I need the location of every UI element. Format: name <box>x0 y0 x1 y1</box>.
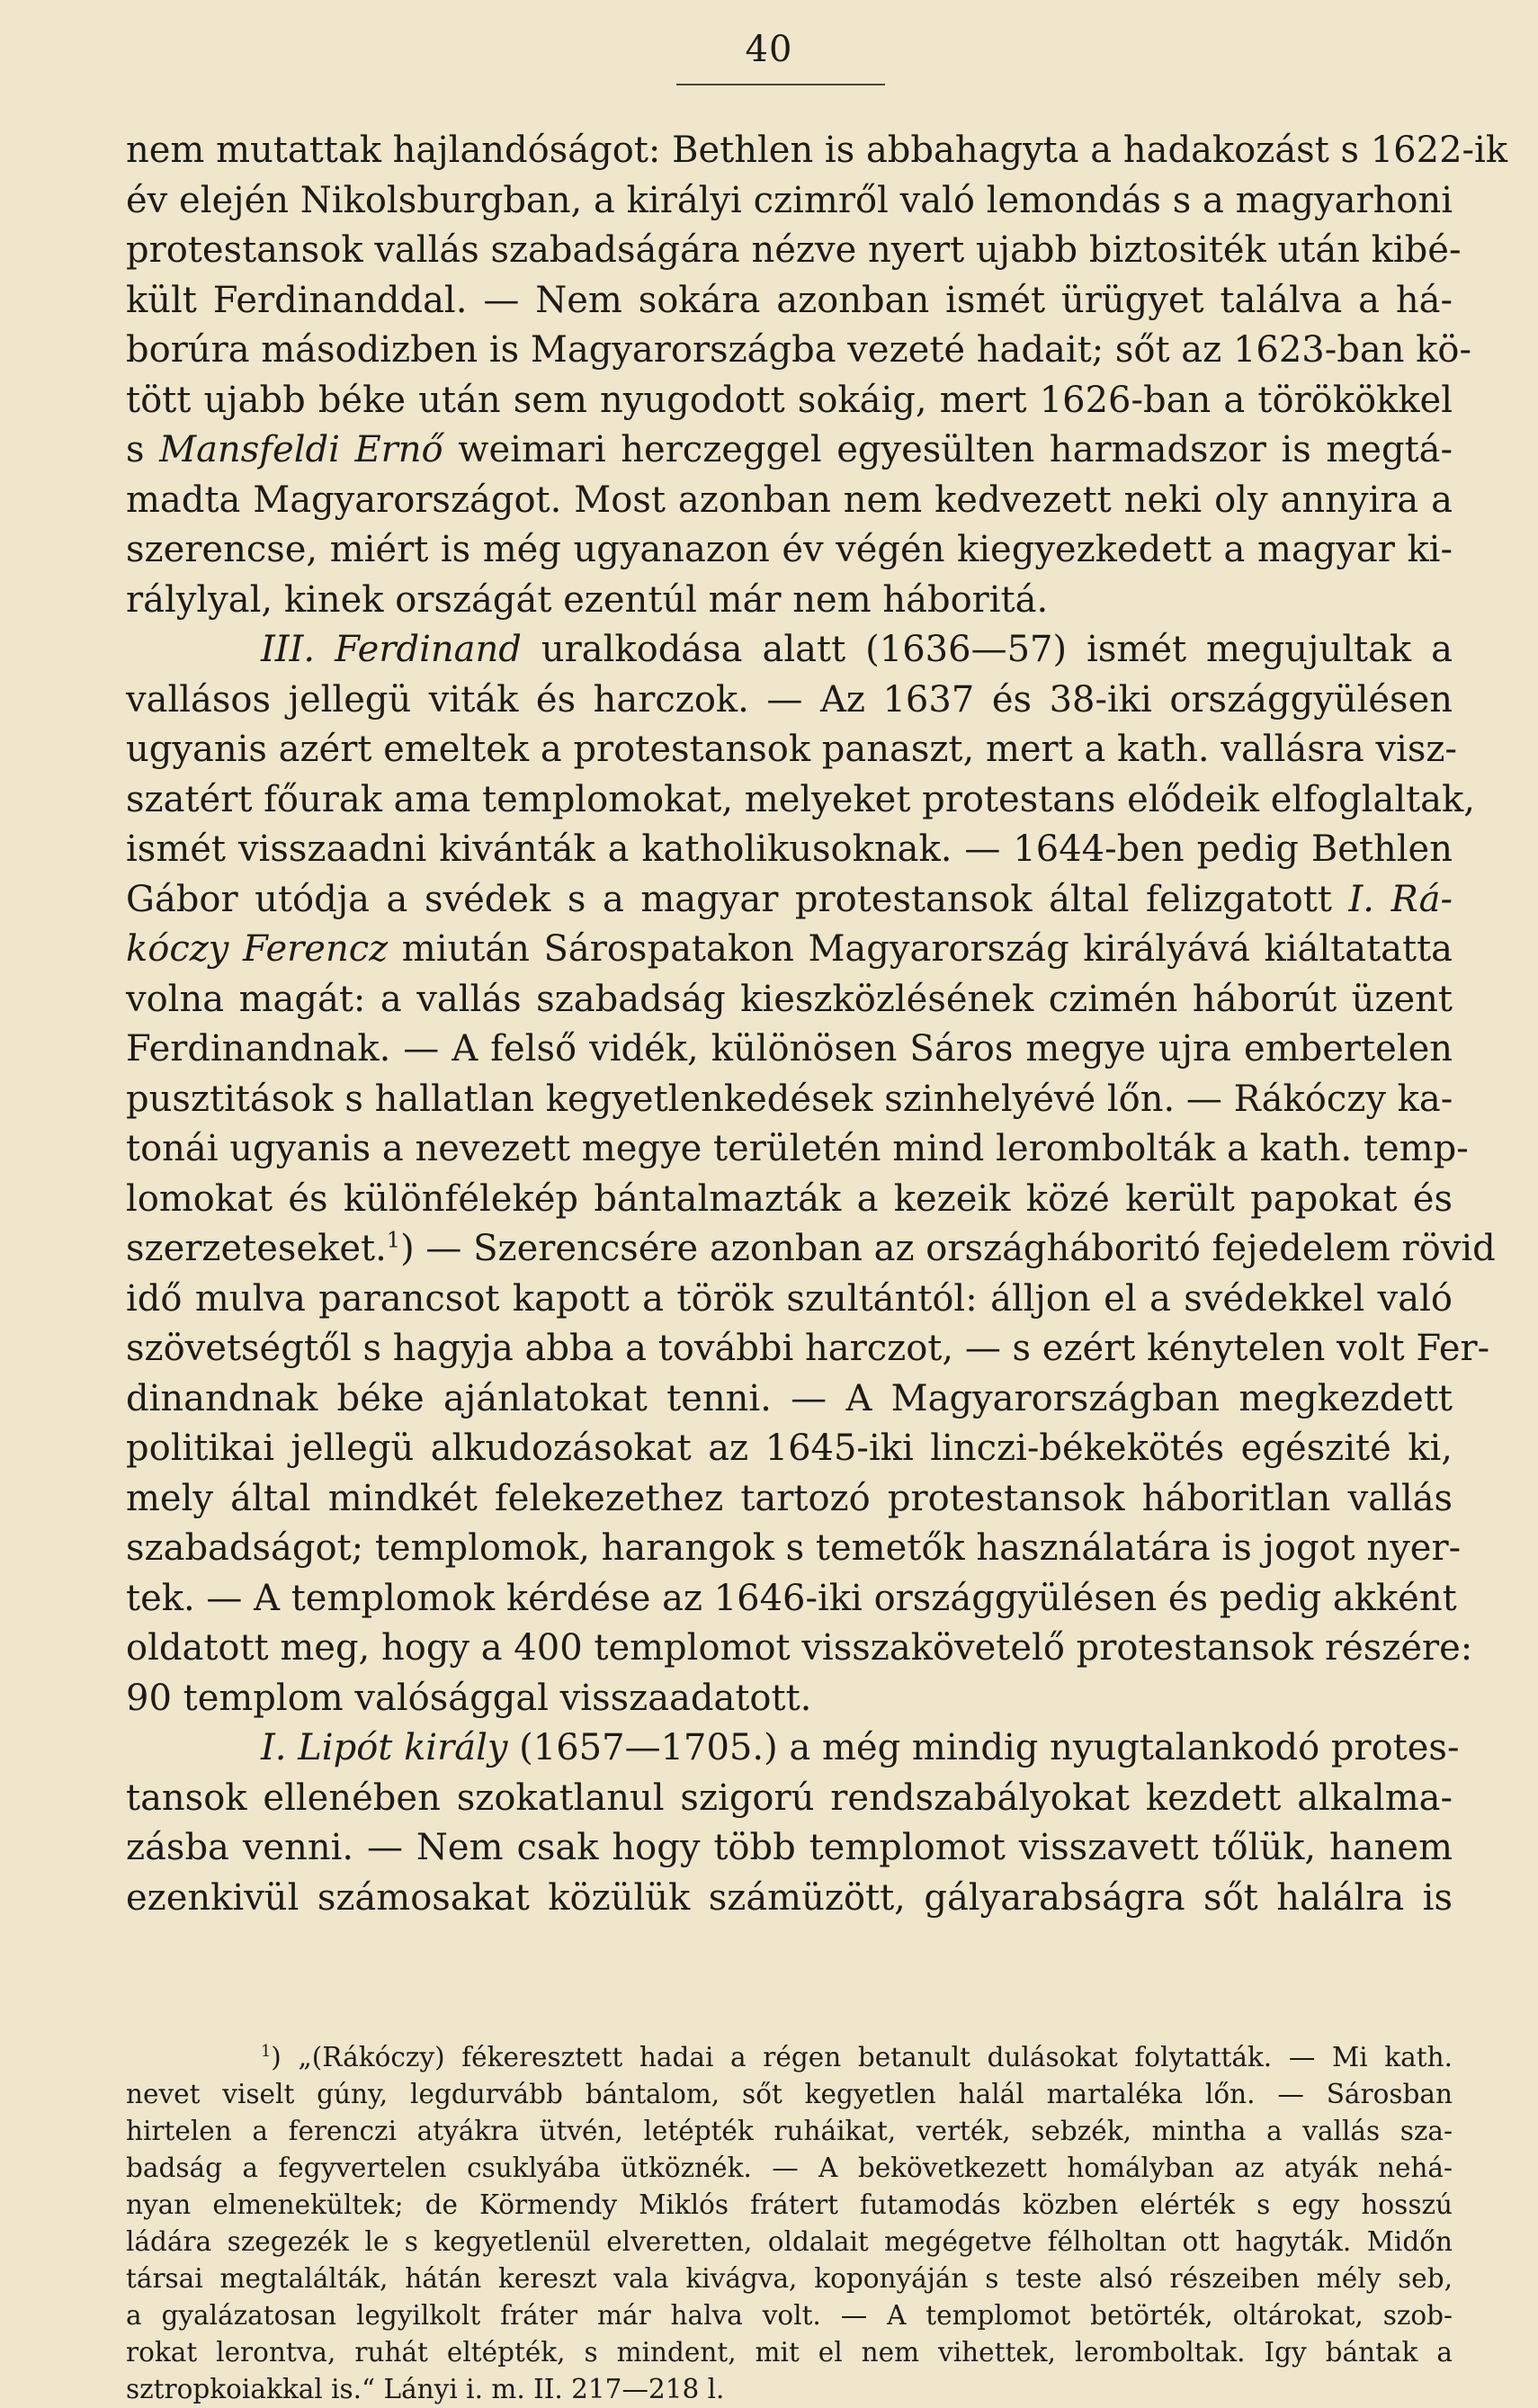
text-line: protestansok vallás szabadságára nézve nyert ujabb biztositék után kibé- <box>126 229 1462 271</box>
footnote-line: nyan elmenekültek; de Körmendy Miklós frátert futamodás közben elérték s egy hosszú <box>126 2189 1453 2220</box>
text-line: pusztitások s hallatlan kegyetlenkedések szinhelyévé lőn. — Rákóczy ka- <box>126 1078 1453 1120</box>
text-line: kült Ferdinanddal. — Nem sokára azonban ismét ürügyet találva a há- <box>126 279 1453 321</box>
footnote-line: badság a fegyvertelen csuklyába ütköznék. — A bekövetkezett homályban az atyák nehá- <box>126 2153 1453 2183</box>
text-line: szabadságot; templomok, harangok s temetők használatára is jogot nyer- <box>126 1527 1462 1569</box>
text-line: oldatott meg, hogy a 400 templomot visszakövetelő protestansok részére: <box>126 1627 1473 1669</box>
text-line: ugyanis azért emeltek a protestansok panaszt, mert a kath. vallásra visz- <box>126 729 1457 770</box>
text-line: ismét visszaadni kivánták a katholikusoknak. — 1644-ben pedig Bethlen <box>126 828 1453 870</box>
footnote-line: a gyalázatosan legyilkolt fráter már halva volt. — A templomot betörték, oltárokat, szob- <box>126 2300 1453 2331</box>
text-line: vallásos jellegü viták és harczok. — Az 1637 és 38-iki országgyülésen <box>126 678 1453 721</box>
text-line: idő mulva parancsot kapott a török szultántól: álljon el a svédekkel való <box>126 1277 1453 1320</box>
text-line: szerzeteseket.$^1$) — Szerencsére azonban az országháboritó fejedelem rövid <box>126 1227 1496 1269</box>
footnote-line: ládára szegezék le s kegyetlenül elveretten, oldalait megégetve félholtan ott hagyták. Midőn <box>126 2226 1453 2257</box>
text-line: kóczy Ferencz miután Sárospatakon Magyarország királyává kiáltatatta <box>126 928 1453 970</box>
text-line: szövetségtől s hagyja abba a további harczot, — s ezért kénytelen volt Fer- <box>126 1328 1490 1369</box>
text-line: nem mutattak hajlandóságot: Bethlen is abbahagyta a hadakozást s 1622-ik <box>126 130 1508 171</box>
text-line: zásba venni. — Nem csak hogy több templomot visszavett tőlük, hanem <box>126 1827 1453 1868</box>
text-line: mely által mindkét felekezethez tartozó protestansok háboritlan vallás <box>126 1477 1453 1519</box>
footnote-line: rokat lerontva, ruhát eltépték, s mindent, mit el nem vihettek, leromboltak. Igy bántak a <box>126 2337 1453 2368</box>
text-line: 90 templom valósággal visszaadatott. <box>126 1677 812 1719</box>
text-line: tansok ellenében szokatlanul szigorú rendszabályokat kezdett alkalma- <box>126 1777 1453 1819</box>
text-line: rálylyal, kinek országát ezentúl már nem háboritá. <box>126 578 1049 621</box>
text-line: tött ujabb béke után sem nyugodott sokáig, mert 1626-ban a törökökkel <box>126 379 1453 421</box>
text-line: szerencse, miért is még ugyanazon év végén kiegyezkedett a magyar ki- <box>126 529 1453 570</box>
text-line: szatért főurak ama templomokat, melyeket protestans elődeik elfoglaltak, <box>126 778 1475 820</box>
text-line: Gábor utódja a svédek s a magyar protestansok által felizgatott I. Rá- <box>126 878 1453 920</box>
text-line: III. Ferdinand uralkodása alatt (1636—57) ismét megujultak a <box>261 629 1453 670</box>
text-line: lomokat és különfélekép bántalmazták a kezeik közé került papokat és <box>126 1177 1453 1220</box>
text-line: volna magát: a vallás szabadság kieszközlésének czimén háborút üzent <box>126 978 1453 1020</box>
footnote-line: hirtelen a ferenczi atyákra ütvén, letépték ruháikat, verték, sebzék, mintha a vallás sza- <box>126 2116 1453 2146</box>
text-line: madta Magyarországot. Most azonban nem kedvezett neki oly annyira a <box>126 479 1453 521</box>
footnote-line: társai megtalálták, hátán kereszt vala kivágva, koponyáján s teste alsó részeiben mély seb, <box>126 2263 1453 2294</box>
text-line: tek. — A templomok kérdése az 1646-iki országgyülésen és pedig akként <box>126 1577 1457 1619</box>
footnote <box>126 2039 1453 2408</box>
page-number: 40 <box>745 29 793 70</box>
text-line: Ferdinandnak. — A felső vidék, különösen Sáros megye ujra embertelen <box>126 1028 1453 1070</box>
footnote-line: $^1$) „(Rákóczy) fékeresztett hadai a régen betanult dulásokat folytatták. — Mi kath. <box>261 2042 1453 2072</box>
text-line: dinandnak béke ajánlatokat tenni. — A Magyarországban megkezdett <box>126 1377 1453 1419</box>
text-line: politikai jellegü alkudozásokat az 1645-iki linczi-békekötés egészité ki, <box>126 1428 1453 1469</box>
body-text <box>126 126 1508 1923</box>
footnote-line: sztropkoiakkal is.“ Lányi i. m. II. 217—218 l. <box>126 2374 725 2404</box>
text-line: év elején Nikolsburgban, a királyi czimről való lemondás s a magyarhoni <box>126 179 1453 221</box>
text-line: borúra másodizben is Magyarországba vezeté hadait; sőt az 1623-ban kö- <box>126 329 1472 371</box>
footnote-line: nevet viselt gúny, legdurvább bántalom, sőt kegyetlen halál martaléka lőn. — Sárosban <box>126 2079 1453 2109</box>
text-line: I. Lipót király (1657—1705.) a még mindig nyugtalankodó protes- <box>261 1727 1460 1768</box>
text-line: ezenkivül számosakat közülük számüzött, gályarabságra sőt halálra is <box>126 1876 1453 1919</box>
text-line: tonái ugyanis a nevezett megye területén mind lerombolták a kath. temp- <box>126 1128 1469 1169</box>
header-rule <box>676 84 885 85</box>
text-line: s Mansfeldi Ernő weimari herczeggel egyesülten harmadszor is megtá- <box>126 429 1453 470</box>
